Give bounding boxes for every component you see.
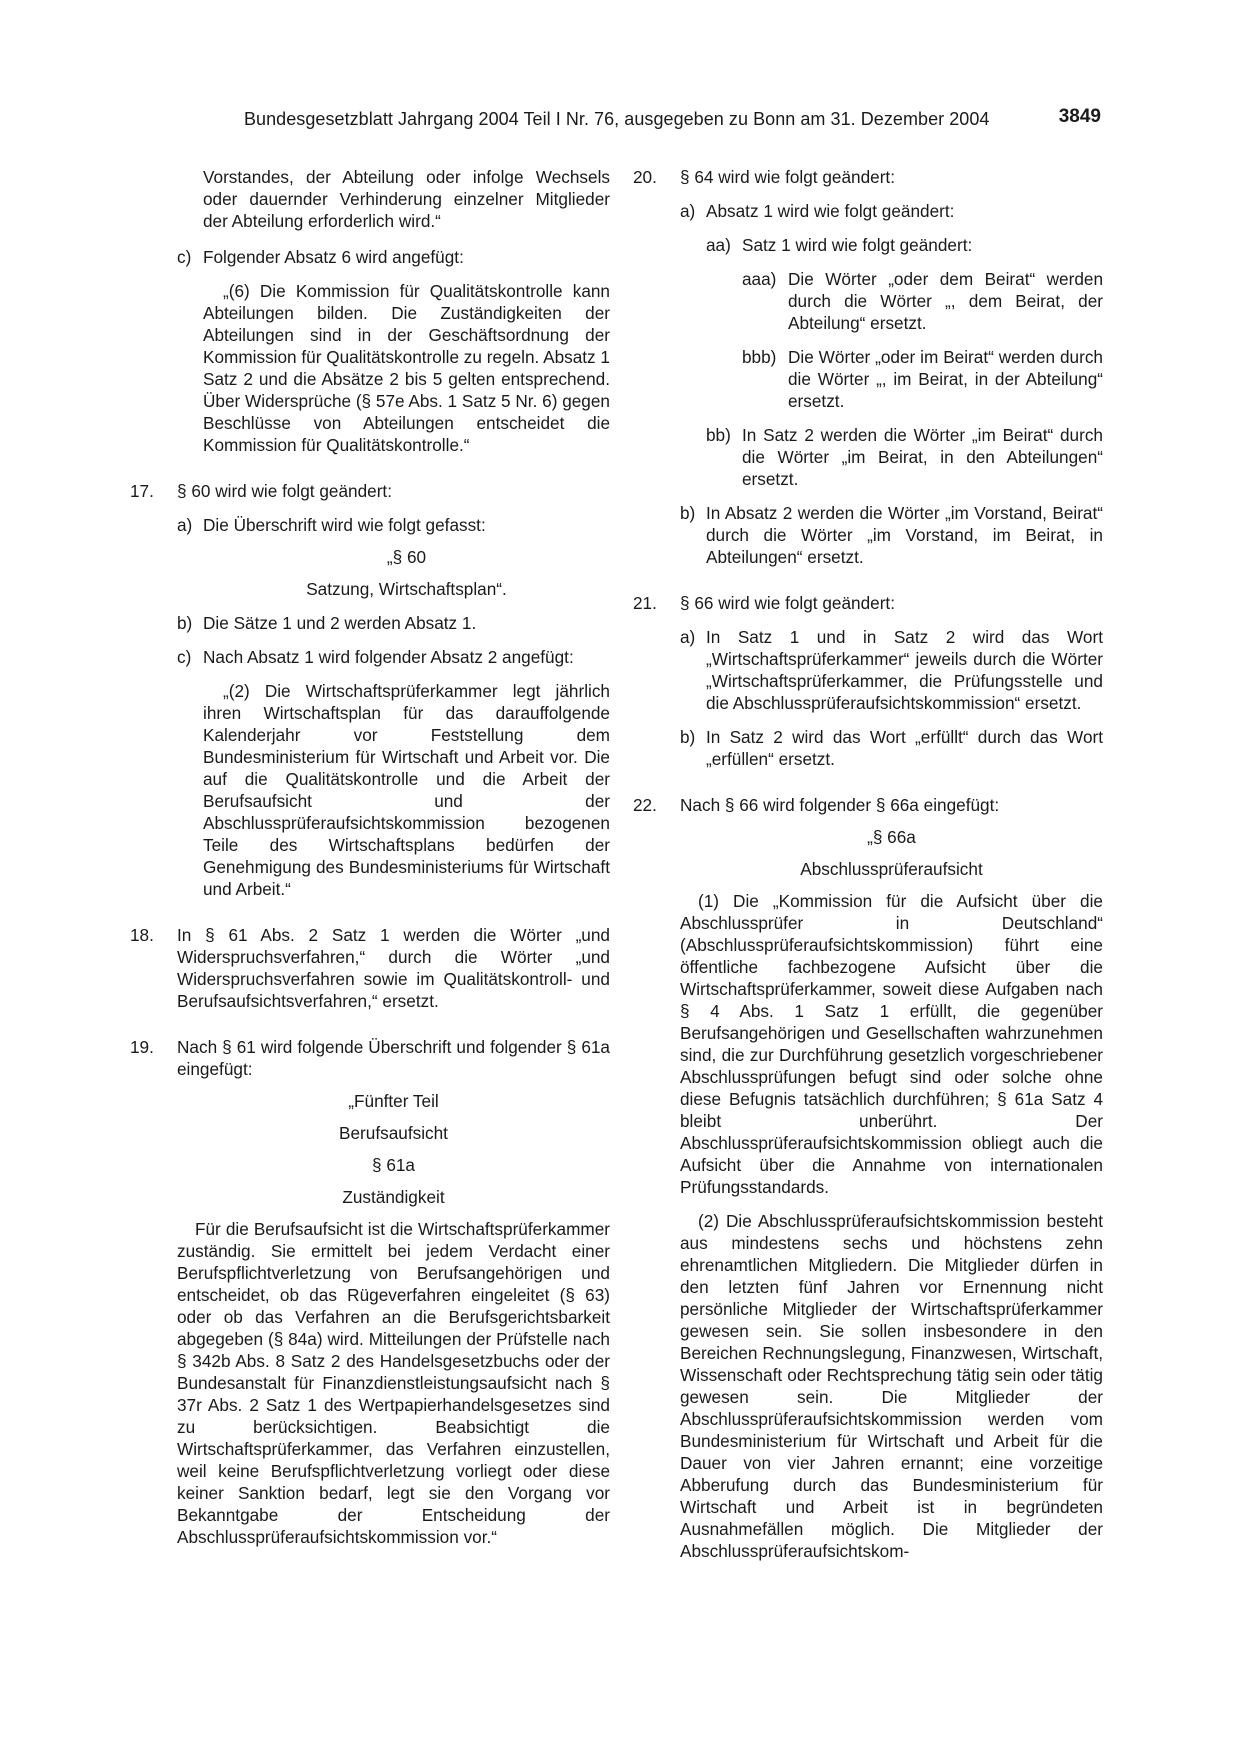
subitem-label: bbb) [742, 347, 777, 367]
subitem-label: b) [680, 727, 696, 747]
subitem-text: Die Wörter „oder dem Beirat“ werden durch die Wörter „, dem Beirat, der Abteilung“ ersetzt. [788, 269, 1103, 333]
subitem-a [177, 514, 610, 600]
item-number: 18. [130, 925, 154, 945]
subitem-label: aaa) [742, 269, 777, 289]
subitem-text: Nach Absatz 1 wird folgender Absatz 2 angefügt: [203, 647, 574, 667]
subitem-aa [706, 234, 1103, 412]
section-paragraph-2: (2) Die Abschlussprüferaufsichtskommission besteht aus mindestens sechs und höchstens zehn ehrenamtlichen Mitgliedern. Die Mitglieder dürfen in den letzten fünf Jahren vor Ernennung nicht persönliche Mitglieder der Wirtschaftsprüferkammer gewesen sein. Sie sollen insbesondere in den Bereichen Rechnungslegung, Finanzwesen, Wirtschaft, Wissenschaft oder Rechtsprechung tätig sein oder tätig gewesen sein. Die Mitglieder der Abschlussprüferaufsichtskommission werden vom Bundesministerium für Wirtschaft und Arbeit für die Dauer von vier Jahren ernannt; eine vorzeitige Abberufung durch das Bundesministerium für Wirtschaft und Arbeit ist in begründeten Ausnahmefällen möglich. Die Mitglieder der Abschlussprüferaufsichtskom- [680, 1211, 1103, 1561]
subitem-b [680, 502, 1103, 568]
item-number: 19. [130, 1037, 154, 1057]
subitem-text: In Satz 2 werden die Wörter „im Beirat“ durch die Wörter „im Beirat, in den Abteilungen“ ersetzt. [742, 425, 1103, 489]
subitem-label: a) [177, 515, 193, 535]
item-17 [130, 480, 610, 900]
part-title: Berufsaufsicht [339, 1123, 448, 1143]
item-number: 21. [633, 593, 657, 613]
running-header: Bundesgesetzblatt Jahrgang 2004 Teil I Nr. 76, ausgegeben zu Bonn am 31. Dezember 2004 [244, 109, 990, 129]
section-title: Satzung, Wirtschaftsplan“. [306, 579, 507, 599]
part-heading: „Fünfter Teil [348, 1091, 439, 1111]
subitem-b [680, 726, 1103, 770]
section-heading: „§ 60 [386, 547, 427, 567]
item-number: 22. [633, 795, 657, 815]
subitem-a [680, 200, 1103, 490]
section-title: Zuständigkeit [342, 1187, 445, 1207]
subitem-aaa [742, 268, 1103, 334]
section-title: Abschlussprüferaufsicht [800, 859, 983, 879]
item-18 [130, 924, 610, 1012]
subitem-text: Folgender Absatz 6 wird angefügt: [203, 247, 464, 267]
subitem-text: In Satz 1 und in Satz 2 wird das Wort „Wirtschaftsprüferkammer“ jeweils durch die Wörter „Wirtschaftsprüferkammer, die Prüfungsstelle und die Abschlussprüferaufsichtskommission“ ersetzt. [706, 627, 1103, 713]
subitem-label: b) [177, 613, 193, 633]
subitem-text: Satz 1 wird wie folgt geändert: [742, 235, 973, 255]
subitem-text: Die Überschrift wird wie folgt gefasst: [203, 515, 486, 535]
subitem-c [177, 246, 610, 456]
subitem-label: c) [177, 247, 192, 267]
page-header [0, 108, 1244, 136]
subitem-label: a) [680, 201, 696, 221]
section-body: Für die Berufsaufsicht ist die Wirtschaftsprüferkammer zuständig. Sie ermittelt bei jedem Verdacht einer Berufspflichtverletzung von Berufsangehörigen und entscheidet, ob das Rügeverfahren eingeleitet (§ 63) oder ob das Verfahren an die Berufsgerichtsbarkeit abgegeben (§ 84a) wird. Mitteilungen der Prüfstelle nach § 342b Abs. 8 Satz 2 des Handelsgesetzbuchs oder der Bundesanstalt für Finanzdienstleistungsaufsicht nach § 37r Abs. 2 Satz 1 des Wertpapierhandelsgesetzes sind zu berücksichtigen. Beabsichtigt die Wirtschaftsprüferkammer, das Verfahren einzustellen, weil keine Berufspflichtverletzung vorliegt oder diese keiner Sanktion bedarf, legt sie den Vorgang vor Bekanntgabe der Entscheidung der Abschlussprüferaufsichtskommission vor.“ [177, 1219, 610, 1547]
quoted-paragraph: „(2) Die Wirtschaftsprüferkammer legt jährlich ihren Wirtschaftsplan für das darauffolgende Kalenderjahr vor Feststellung dem Bundesministerium für Wirtschaft und Arbeit vor. Die auf die Qualitätskontrolle und die Arbeit der Berufsaufsicht und der Abschlussprüferaufsichtskommission bezogenen Teile des Wirtschaftsplans bedürfen der Genehmigung des Bundesministeriums für Wirtschaft und Arbeit.“ [203, 681, 610, 899]
subitem-label: b) [680, 503, 696, 523]
subitem-a [680, 626, 1103, 714]
item-text: § 66 wird wie folgt geändert: [680, 593, 895, 613]
subitem-label: bb) [706, 425, 731, 445]
item-text: § 60 wird wie folgt geändert: [177, 481, 392, 501]
subitem-label: a) [680, 627, 696, 647]
subitem-text: In Satz 2 wird das Wort „erfüllt“ durch das Wort „erfüllen“ ersetzt. [706, 727, 1103, 769]
subitem-c [177, 646, 610, 900]
subitem-text: In Absatz 2 werden die Wörter „im Vorstand, Beirat“ durch die Wörter „im Vorstand, im Beirat, in Abteilungen“ ersetzt. [706, 503, 1103, 567]
subitem-label: c) [177, 647, 192, 667]
item-text: § 64 wird wie folgt geändert: [680, 167, 895, 187]
subitem-label: aa) [706, 235, 731, 255]
item-20 [633, 166, 1103, 568]
right-column [633, 166, 1103, 1562]
subitem-text: Die Sätze 1 und 2 werden Absatz 1. [203, 613, 477, 633]
section-heading: § 61a [371, 1155, 415, 1175]
item-number: 17. [130, 481, 154, 501]
subitem-bbb [742, 346, 1103, 412]
page-number: 3849 [1058, 106, 1101, 127]
subitem-bb [706, 424, 1103, 490]
section-heading: „§ 66a [867, 827, 916, 847]
continued-text: Vorstandes, der Abteilung oder infolge Wechsels oder dauernder Verhinderung einzelner Mitglieder der Abteilung erforderlich wird.“ [203, 167, 610, 231]
item-text: Nach § 61 wird folgende Überschrift und folgender § 61a eingefügt: [177, 1037, 610, 1079]
item-text: Nach § 66 wird folgender § 66a eingefügt: [680, 795, 1000, 815]
item-number: 20. [633, 167, 657, 187]
quoted-paragraph: „(6) Die Kommission für Qualitätskontrolle kann Abteilungen bilden. Die Zuständigkeiten der Abteilungen sind in der Geschäftsordnung der Kommission für Qualitätskontrolle zu regeln. Absatz 1 Satz 2 und die Absätze 2 bis 5 gelten entsprechend. Über Widersprüche (§ 57e Abs. 1 Satz 5 Nr. 6) gegen Beschlüsse von Abteilungen entscheidet die Kommission für Qualitätskontrolle.“ [203, 281, 610, 455]
subitem-b [177, 612, 610, 634]
item-22 [633, 794, 1103, 1562]
item-21 [633, 592, 1103, 770]
section-paragraph-1: (1) Die „Kommission für die Aufsicht über die Abschlussprüfer in Deutschland“ (Abschlussprüferaufsichtskommission) führt eine öffentliche fachbezogene Aufsicht über die Wirtschaftsprüferkammer, soweit diese Aufgaben nach § 4 Abs. 1 Satz 1 erfüllt, die gegenüber Berufsangehörigen und Gesellschaften wahrzunehmen sind, die zur Durchführung gesetzlich vorgeschriebener Abschlussprüfungen befugt sind oder solche ohne diese Befugnis tatsächlich durchführen; § 61a Satz 4 bleibt unberührt. Der Abschlussprüferaufsichtskommission obliegt auch die Aufsicht über die Annahme von internationalen Prüfungsstandards. [680, 891, 1103, 1197]
left-column [130, 166, 610, 1548]
item-text: In § 61 Abs. 2 Satz 1 werden die Wörter „und Widerspruchsverfahren,“ durch die Wörter „und Widerspruchsverfahren sowie im Qualitätskontroll- und Berufsaufsichtsverfahren,“ ersetzt. [177, 925, 610, 1011]
item-19 [130, 1036, 610, 1548]
subitem-text: Die Wörter „oder im Beirat“ werden durch die Wörter „, im Beirat, in der Abteilung“ ersetzt. [788, 347, 1103, 411]
subitem-text: Absatz 1 wird wie folgt geändert: [706, 201, 955, 221]
